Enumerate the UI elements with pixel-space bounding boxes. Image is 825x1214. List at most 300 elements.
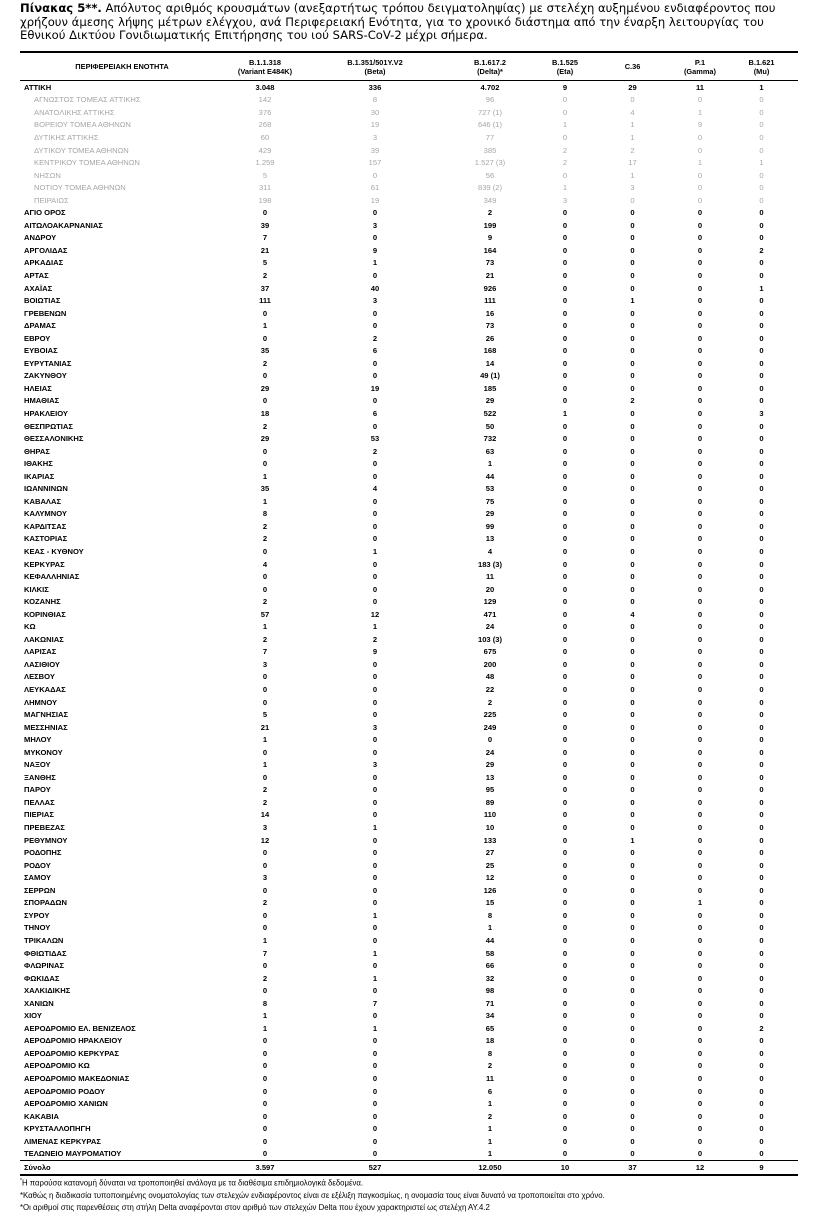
value-cell: 0: [372, 496, 378, 506]
region-name: ΤΡΙΚΑΛΩΝ: [24, 935, 64, 945]
value-cell: 0: [562, 471, 568, 481]
region-name: ΙΩΑΝΝΙΝΩΝ: [24, 484, 68, 494]
value-cell: 1: [562, 120, 568, 130]
value-cell: 0: [630, 220, 635, 230]
value-cell: 0: [697, 245, 703, 255]
value-cell: 0: [630, 797, 635, 807]
value-cell: 0: [697, 647, 703, 657]
value-cell: 0: [697, 333, 703, 343]
value-cell: 0: [759, 685, 764, 695]
region-name: ΑΡΚΑΔΙΑΣ: [24, 258, 64, 268]
value-cell: 0: [372, 860, 378, 870]
value-cell: 0: [372, 1124, 378, 1134]
value-cell: 675: [483, 647, 497, 657]
region-name: ΛΑΣΙΘΙΟΥ: [24, 659, 60, 669]
region-name: ΛΑΡΙΣΑΣ: [24, 647, 57, 657]
value-cell: 0: [372, 986, 378, 996]
value-cell: 0: [630, 923, 635, 933]
value-cell: 1: [630, 296, 635, 306]
value-cell: 35: [260, 484, 270, 494]
total-cell: 527: [368, 1163, 382, 1173]
value-cell: 0: [630, 634, 635, 644]
value-cell: 20: [485, 584, 495, 594]
total-cell: 10: [560, 1163, 570, 1173]
value-cell: 0: [697, 735, 703, 745]
value-cell: 225: [483, 710, 497, 720]
value-cell: 44: [485, 471, 495, 481]
value-cell: 0: [562, 672, 568, 682]
value-cell: 0: [630, 659, 635, 669]
table-row: [20, 621, 798, 634]
value-cell: 0: [697, 534, 703, 544]
value-cell: 0: [262, 885, 268, 895]
value-cell: 57: [260, 609, 270, 619]
table-row: [20, 106, 798, 119]
value-cell: 0: [697, 296, 703, 306]
value-cell: 3: [630, 183, 635, 193]
value-cell: 0: [262, 371, 268, 381]
value-cell: 200: [483, 659, 497, 669]
region-name: ΚΑΡΔΙΤΣΑΣ: [24, 521, 67, 531]
value-cell: 0: [562, 961, 568, 971]
table-row: [20, 947, 798, 960]
value-cell: 1: [372, 973, 378, 983]
value-cell: 1: [487, 459, 493, 469]
region-name: ΑΕΡΟΔΡΟΜΙΟ ΚΩ: [24, 1061, 90, 1071]
table-row: [20, 1047, 798, 1060]
value-cell: 0: [759, 973, 764, 983]
value-cell: 0: [759, 509, 764, 519]
value-cell: 0: [562, 948, 568, 958]
region-name: ΛΕΣΒΟΥ: [24, 672, 55, 682]
value-cell: 21: [260, 245, 270, 255]
table-row: [20, 871, 798, 884]
value-cell: 336: [368, 82, 382, 92]
value-cell: 0: [697, 1036, 703, 1046]
region-name: ΚΑΛΥΜΝΟΥ: [24, 509, 67, 519]
table-row: [20, 683, 798, 696]
table-row: [20, 520, 798, 533]
table-row: [20, 859, 798, 872]
value-cell: 1: [262, 622, 268, 632]
value-cell: 0: [759, 584, 764, 594]
value-cell: 0: [697, 233, 703, 243]
region-name: ΙΘΑΚΗΣ: [24, 459, 53, 469]
table-row: [20, 307, 798, 320]
value-cell: 53: [485, 484, 495, 494]
value-cell: 0: [759, 434, 764, 444]
value-cell: 0: [759, 459, 764, 469]
value-cell: 0: [759, 860, 764, 870]
region-name: ΔΥΤΙΚΟΥ ΤΟΜΕΑ ΑΘΗΝΩΝ: [34, 145, 129, 155]
value-cell: 1: [262, 321, 268, 331]
value-cell: 111: [484, 296, 496, 306]
region-name: ΛΗΜΝΟΥ: [24, 697, 58, 707]
region-name: ΜΑΓΝΗΣΙΑΣ: [24, 710, 69, 720]
table-row: [20, 319, 798, 332]
value-cell: 0: [630, 973, 635, 983]
value-cell: 1: [262, 1011, 268, 1021]
header-gamma: P.1 (Gamma): [683, 57, 717, 76]
value-cell: 25: [485, 860, 495, 870]
value-cell: 26: [485, 333, 495, 343]
value-cell: 0: [630, 935, 635, 945]
value-cell: 0: [372, 270, 378, 280]
value-cell: 0: [759, 321, 764, 331]
table-row: [20, 382, 798, 395]
value-cell: 0: [759, 534, 764, 544]
value-cell: 0: [562, 935, 568, 945]
value-cell: 0: [562, 1149, 568, 1159]
value-cell: 0: [759, 910, 764, 920]
value-cell: 0: [759, 170, 764, 180]
value-cell: 9: [487, 233, 493, 243]
header-region: ΠΕΡΙΦΕΡΕΙΑΚΗ ΕΝΟΤΗΤΑ: [75, 62, 169, 71]
value-cell: 0: [630, 910, 635, 920]
value-cell: 0: [372, 885, 378, 895]
value-cell: 0: [562, 722, 568, 732]
value-cell: 2: [562, 145, 568, 155]
value-cell: 0: [759, 296, 764, 306]
value-cell: 0: [697, 797, 703, 807]
value-cell: 0: [262, 910, 268, 920]
value-cell: 4: [630, 609, 635, 619]
value-cell: 0: [562, 685, 568, 695]
value-cell: 0: [697, 1099, 703, 1109]
value-cell: 0: [562, 584, 568, 594]
value-cell: 0: [697, 772, 703, 782]
value-cell: 0: [630, 95, 635, 105]
value-cell: 0: [630, 408, 635, 418]
region-name: ΠΑΡΟΥ: [24, 785, 51, 795]
value-cell: 0: [630, 521, 635, 531]
value-cell: 0: [697, 321, 703, 331]
region-name: ΛΙΜΕΝΑΣ ΚΕΡΚΥΡΑΣ: [24, 1136, 101, 1146]
value-cell: 0: [372, 421, 378, 431]
value-cell: 9: [562, 82, 568, 92]
value-cell: 0: [697, 459, 703, 469]
table-row: [20, 909, 798, 922]
value-cell: 0: [759, 1073, 764, 1083]
value-cell: 32: [485, 973, 495, 983]
value-cell: 4: [372, 484, 378, 494]
value-cell: 2: [262, 358, 268, 368]
table-row: [20, 244, 798, 257]
table-row: [20, 1022, 798, 1035]
value-cell: 98: [485, 986, 495, 996]
value-cell: 0: [262, 697, 268, 707]
value-cell: 646 (1): [477, 120, 503, 130]
value-cell: 0: [262, 1061, 268, 1071]
region-name: ΝΗΣΩΝ: [34, 170, 61, 180]
value-cell: 0: [630, 208, 635, 218]
value-cell: 142: [258, 95, 272, 105]
value-cell: 0: [630, 245, 635, 255]
table-row: [20, 294, 798, 307]
value-cell: 0: [262, 848, 268, 858]
value-cell: 0: [562, 1124, 568, 1134]
value-cell: 0: [759, 772, 764, 782]
value-cell: 0: [630, 1023, 635, 1033]
value-cell: 0: [630, 484, 635, 494]
value-cell: 0: [697, 145, 703, 155]
value-cell: 56: [485, 170, 495, 180]
value-cell: 3: [372, 132, 378, 142]
value-cell: 0: [697, 1061, 703, 1071]
value-cell: 0: [262, 860, 268, 870]
value-cell: 0: [372, 459, 378, 469]
table-row: [20, 432, 798, 445]
value-cell: 1: [262, 935, 268, 945]
value-cell: 0: [562, 308, 568, 318]
value-cell: 0: [262, 747, 268, 757]
value-cell: 1: [759, 82, 764, 92]
value-cell: 0: [562, 810, 568, 820]
region-name: ΜΕΣΣΗΝΙΑΣ: [24, 722, 68, 732]
header-delta: B.1.617.2 (Delta)*: [473, 57, 507, 76]
value-cell: 311: [258, 183, 272, 193]
value-cell: 1: [487, 1149, 493, 1159]
table-row: [20, 257, 798, 270]
value-cell: 18: [260, 408, 270, 418]
value-cell: 0: [262, 547, 268, 556]
value-cell: 0: [372, 321, 378, 331]
value-cell: 17: [628, 158, 637, 168]
value-cell: 0: [562, 371, 568, 381]
value-cell: 0: [562, 132, 568, 142]
value-cell: 0: [759, 923, 764, 933]
value-cell: 0: [562, 1036, 568, 1046]
table-row: [20, 232, 798, 245]
table-header: [20, 51, 798, 81]
value-cell: 1: [697, 107, 703, 117]
table-row: [20, 821, 798, 834]
value-cell: 0: [262, 1036, 268, 1046]
value-cell: 0: [630, 321, 635, 331]
value-cell: 0: [562, 772, 568, 782]
region-name: ΚΩ: [24, 622, 36, 632]
value-cell: 0: [262, 1149, 268, 1159]
value-cell: 111: [259, 296, 271, 306]
value-cell: 0: [697, 760, 703, 770]
value-cell: 0: [759, 308, 764, 318]
table-row: [20, 395, 798, 408]
region-name: ΤΕΛΩΝΕΙΟ ΜΑΥΡΟΜΑΤΙΟΥ: [24, 1149, 122, 1159]
region-name: ΝΑΞΟΥ: [24, 760, 51, 770]
value-cell: 0: [697, 885, 703, 895]
value-cell: 0: [372, 1099, 378, 1109]
table-row: [20, 1122, 798, 1135]
table-row: [20, 583, 798, 596]
value-cell: 0: [697, 283, 703, 293]
value-cell: 0: [562, 559, 568, 569]
region-name: ΗΜΑΘΙΑΣ: [24, 396, 60, 406]
value-cell: 1: [487, 1124, 493, 1134]
value-cell: 0: [372, 672, 378, 682]
value-cell: 0: [759, 1111, 764, 1121]
value-cell: 0: [562, 233, 568, 243]
region-name: ΜΥΚΟΝΟΥ: [24, 747, 63, 757]
value-cell: 29: [485, 760, 495, 770]
value-cell: 0: [759, 710, 764, 720]
value-cell: 0: [372, 559, 378, 569]
value-cell: 2: [487, 1111, 493, 1121]
value-cell: 1: [262, 496, 268, 506]
value-cell: 0: [697, 584, 703, 594]
value-cell: 0: [562, 697, 568, 707]
value-cell: 2: [262, 421, 268, 431]
value-cell: 0: [697, 371, 703, 381]
value-cell: 0: [697, 634, 703, 644]
value-cell: 0: [697, 609, 703, 619]
value-cell: 1: [562, 183, 568, 193]
region-name: ΚΕΡΚΥΡΑΣ: [24, 559, 65, 569]
value-cell: 0: [697, 685, 703, 695]
value-cell: 0: [562, 296, 568, 306]
value-cell: 24: [485, 747, 495, 757]
value-cell: 0: [562, 898, 568, 908]
value-cell: 0: [562, 634, 568, 644]
value-cell: 0: [759, 697, 764, 707]
value-cell: 0: [697, 998, 703, 1008]
value-cell: 1: [372, 258, 378, 268]
region-name: ΚΕΝΤΡΙΚΟΥ ΤΟΜΕΑ ΑΘΗΝΩΝ: [34, 158, 140, 168]
region-name: ΑΕΡΟΔΡΟΜΙΟ ΧΑΝΙΩΝ: [24, 1099, 108, 1109]
value-cell: 0: [630, 358, 635, 368]
value-cell: 2: [487, 697, 493, 707]
total-cell: 37: [628, 1163, 637, 1173]
value-cell: 0: [372, 772, 378, 782]
value-cell: 0: [372, 1011, 378, 1021]
table-row: [20, 671, 798, 684]
value-cell: 0: [562, 1073, 568, 1083]
value-cell: 2: [562, 158, 568, 168]
value-cell: 0: [262, 446, 268, 456]
value-cell: 0: [697, 496, 703, 506]
value-cell: 0: [697, 597, 703, 607]
table-row: [20, 1147, 798, 1160]
value-cell: 0: [372, 835, 378, 845]
value-cell: 0: [697, 434, 703, 444]
value-cell: 0: [262, 308, 268, 318]
value-cell: 0: [372, 710, 378, 720]
value-cell: 3: [759, 408, 764, 418]
value-cell: 50: [485, 421, 495, 431]
value-cell: 0: [697, 270, 703, 280]
region-name: ΠΙΕΡΙΑΣ: [24, 810, 54, 820]
value-cell: 0: [562, 534, 568, 544]
region-name: ΖΑΚΥΝΘΟΥ: [24, 371, 67, 381]
value-cell: 0: [562, 270, 568, 280]
value-cell: 0: [262, 333, 268, 343]
value-cell: 12: [260, 835, 270, 845]
region-name: ΦΘΙΩΤΙΔΑΣ: [24, 948, 67, 958]
value-cell: 0: [630, 559, 635, 569]
value-cell: 0: [697, 1086, 703, 1096]
value-cell: 0: [562, 885, 568, 895]
value-cell: 0: [372, 923, 378, 933]
value-cell: 0: [562, 421, 568, 431]
value-cell: 0: [759, 233, 764, 243]
value-cell: 0: [630, 622, 635, 632]
value-cell: 0: [759, 986, 764, 996]
table-row: [20, 1097, 798, 1110]
value-cell: 0: [759, 107, 764, 117]
value-cell: 0: [630, 647, 635, 657]
table-row: [20, 344, 798, 357]
value-cell: 0: [630, 270, 635, 280]
value-cell: 126: [483, 885, 497, 895]
value-cell: 2: [262, 534, 268, 544]
value-cell: 89: [485, 797, 495, 807]
table-row: [20, 759, 798, 772]
value-cell: 1: [562, 408, 568, 418]
value-cell: 0: [562, 283, 568, 293]
value-cell: 0: [697, 132, 703, 142]
value-cell: 0: [759, 333, 764, 343]
value-cell: 0: [759, 935, 764, 945]
value-cell: 0: [759, 634, 764, 644]
value-cell: 0: [630, 697, 635, 707]
region-name: ΒΟΙΩΤΙΑΣ: [24, 296, 61, 306]
table-row: [20, 495, 798, 508]
value-cell: 9: [372, 647, 378, 657]
value-cell: 0: [262, 459, 268, 469]
value-cell: 185: [483, 383, 497, 393]
value-cell: 11: [695, 82, 705, 92]
value-cell: 2: [262, 797, 268, 807]
value-cell: 21: [485, 270, 495, 280]
value-cell: 0: [759, 1036, 764, 1046]
value-cell: 0: [759, 961, 764, 971]
table-row: [20, 633, 798, 646]
value-cell: 19: [370, 195, 380, 205]
region-name: ΡΟΔΟΠΗΣ: [24, 848, 62, 858]
value-cell: 0: [630, 1086, 635, 1096]
value-cell: 0: [630, 785, 635, 795]
value-cell: 110: [483, 810, 497, 820]
region-name: ΑΕΡΟΔΡΟΜΙΟ ΕΛ. ΒΕΝΙΖΕΛΟΣ: [24, 1023, 136, 1033]
value-cell: 0: [697, 810, 703, 820]
header-beta: B.1.351/501Y.V2 (Beta): [347, 57, 403, 76]
table-row: [20, 733, 798, 746]
table-row: [20, 131, 798, 144]
value-cell: 0: [759, 446, 764, 456]
region-name: ΑΕΡΟΔΡΟΜΙΟ ΜΑΚΕΔΟΝΙΑΣ: [24, 1073, 130, 1083]
table-row: [20, 457, 798, 470]
value-cell: 0: [562, 208, 568, 218]
value-cell: 0: [759, 145, 764, 155]
value-cell: 13: [485, 534, 495, 544]
value-cell: 0: [759, 1048, 764, 1058]
value-cell: 0: [697, 346, 703, 356]
value-cell: 0: [697, 823, 703, 833]
value-cell: 1: [630, 835, 635, 845]
value-cell: 2: [759, 245, 764, 255]
table-row: [20, 357, 798, 370]
value-cell: 0: [372, 471, 378, 481]
value-cell: 0: [759, 898, 764, 908]
region-name: ΧΑΛΚΙΔΙΚΗΣ: [24, 986, 71, 996]
value-cell: 3: [372, 722, 378, 732]
value-cell: 0: [562, 1111, 568, 1121]
value-cell: 29: [628, 82, 637, 92]
value-cell: 0: [372, 1086, 378, 1096]
value-cell: 0: [759, 948, 764, 958]
value-cell: 0: [759, 873, 764, 883]
total-cell: 3.597: [255, 1163, 275, 1173]
value-cell: 0: [630, 471, 635, 481]
